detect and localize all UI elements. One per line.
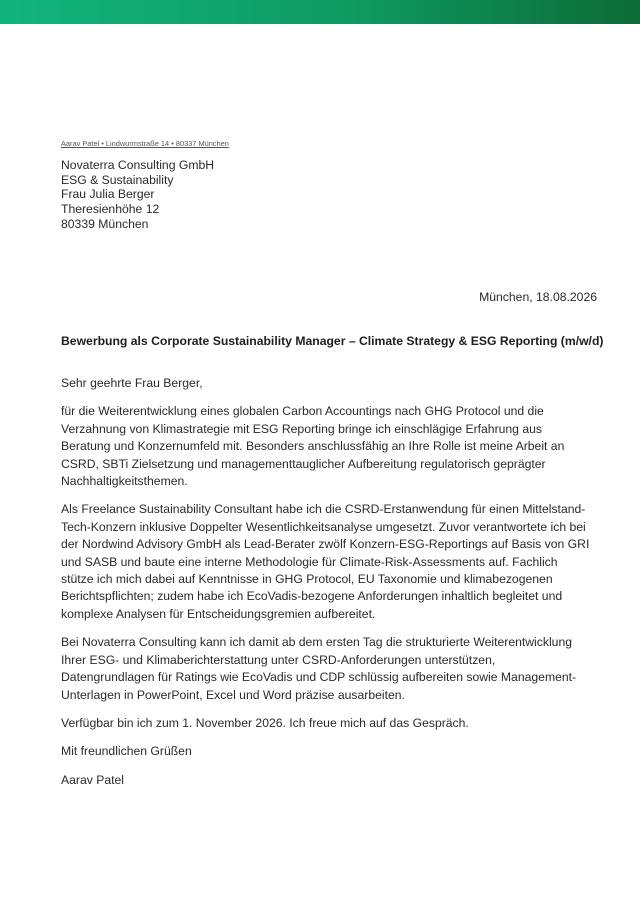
letter-body — [61, 375, 591, 800]
body-paragraph: Bei Novaterra Consulting kann ich damit ab dem ersten Tag die strukturierte Weiterentwicklung Ihrer ESG- und Klimaberichterstattung unter CSRD-Anforderungen unterstützen, Datengrundlagen für Ratings wie EcoVadis und CDP schlüssig aufbereiten sowie Management-Unterlagen in PowerPoint, Excel und Word präzise ausarbeiten. — [61, 635, 577, 702]
letter-date: München, 18.08.2026 — [479, 290, 597, 304]
signature-name: Aarav Patel — [61, 772, 125, 787]
sender-address-line: Aarav Patel • Lindwurmstraße 14 • 80337 München — [61, 139, 229, 148]
recipient-contact: Frau Julia Berger — [61, 187, 155, 202]
body-paragraph: für die Weiterentwicklung eines globalen Carbon Accountings nach GHG Protocol und die Verzahnung von Klimastrategie mit ESG Reporting bringe ich einschlägige Erfahrung aus Beratung und Konzernumfeld mit. Besonders anschlussfähig an Ihre Rolle ist meine Arbeit an CSRD, SBTi Zielsetzung und managementtauglicher Aufbereitung regulatorisch geprägter Nachhaltigkeitsthemen. — [61, 404, 565, 489]
recipient-department: ESG & Sustainability — [61, 172, 174, 187]
recipient-street: Theresienhöhe 12 — [61, 202, 160, 217]
salutation: Sehr geehrte Frau Berger, — [61, 376, 203, 390]
body-paragraph: Als Freelance Sustainability Consultant habe ich die CSRD-Erstanwendung für einen Mittelstand-Tech-Konzern inklusive Doppelter Wesentlichkeitsanalyse umgesetzt. Zuvor verantwortete ich bei der Nordwind Advisory GmbH als Lead-Berater zwölf Konzern-ESG-Reportings auf Basis von GRI und SASB und baute eine interne Methodologie für Climate-Risk-Assessments auf. Fachlich stütze ich mich dabei auf Kenntnisse in GHG Protocol, EU Taxonomie und klimabezogenen Berichtspflichten; zudem habe ich EcoVadis-bezogene Anforderungen inhaltlich begleitet und komplexe Analysen für Entscheidungsgremien aufbereitet. — [61, 502, 590, 621]
header-accent-bar — [0, 0, 640, 24]
body-paragraph: Verfügbar bin ich zum 1. November 2026. Ich freue mich auf das Gespräch. — [61, 715, 469, 730]
closing: Mit freundlichen Grüßen — [61, 744, 192, 759]
letter-subject: Bewerbung als Corporate Sustainability Manager – Climate Strategy & ESG Reporting (m/w/d) — [61, 334, 604, 348]
recipient-company: Novaterra Consulting GmbH — [61, 158, 215, 172]
recipient-address-block — [61, 158, 214, 232]
recipient-city: 80339 München — [61, 216, 149, 231]
